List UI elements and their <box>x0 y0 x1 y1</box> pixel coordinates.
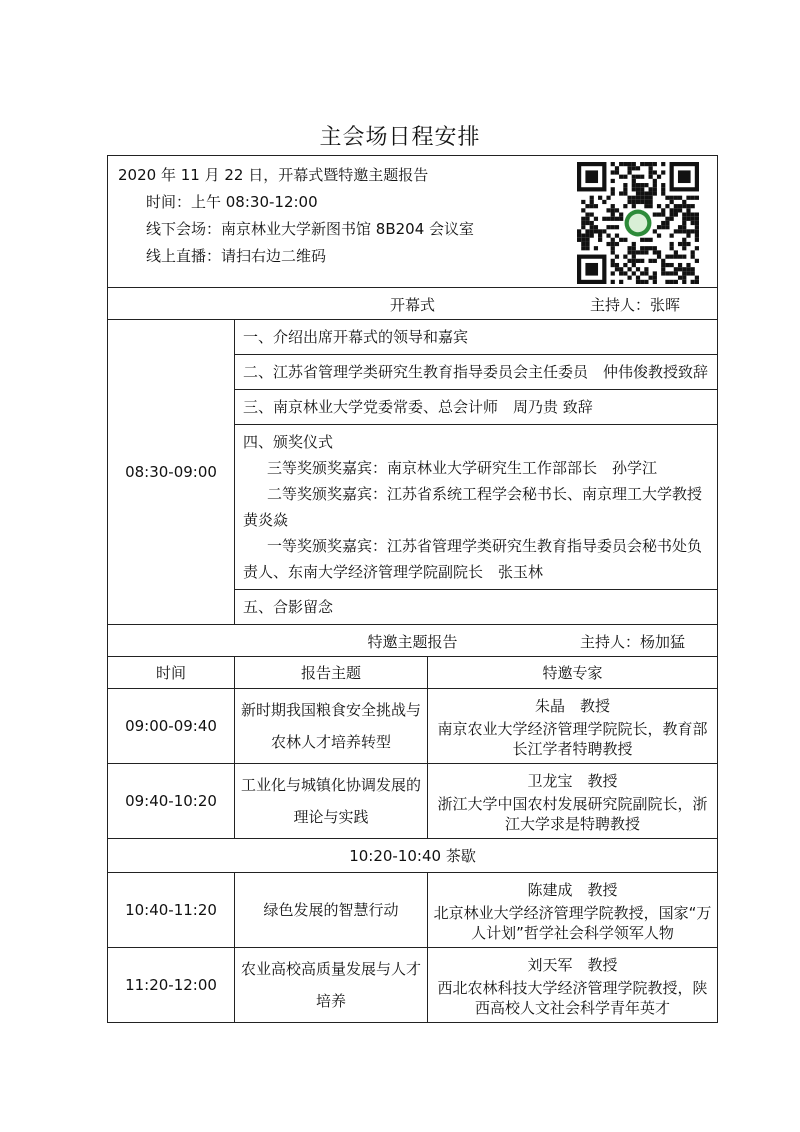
award-first-prize: 一等奖颁奖嘉宾：江苏省管理学类研究生教育指导委员会秘书处负责人、东南大学经济管理学院副院长 张玉林 <box>243 537 703 581</box>
event-venue-line: 线下会场：南京林业大学新图书馆 8B204 会议室 <box>146 220 475 238</box>
event-info-cell <box>108 156 718 288</box>
talk-topic: 工业化与城镇化协调发展的理论与实践 <box>235 764 428 839</box>
table-row <box>108 873 718 948</box>
talk-topic: 绿色发展的智慧行动 <box>235 873 428 948</box>
award-third-prize: 三等奖颁奖嘉宾：南京林业大学研究生工作部部长 孙学江 <box>267 459 658 477</box>
opening-header <box>108 288 718 320</box>
keynote-host: 主持人：杨加猛 <box>580 633 686 651</box>
tea-break: 10:20-10:40 茶歇 <box>108 839 718 873</box>
page-title: 主会场日程安排 <box>319 125 481 150</box>
table-row <box>108 689 718 764</box>
expert-desc: 南京农业大学经济管理学院院长，教育部长江学者特聘教授 <box>437 720 708 758</box>
schedule-table <box>107 155 718 1023</box>
opening-label: 开幕式 <box>390 296 436 314</box>
keynote-label: 特邀主题报告 <box>367 633 458 651</box>
expert-desc: 西北农林科技大学经济管理学院教授，陕西高校人文社会科学青年英才 <box>437 979 708 1017</box>
talk-topic: 新时期我国粮食安全挑战与农林人才培养转型 <box>235 689 428 764</box>
talk-expert <box>428 764 718 839</box>
opening-item-2: 二、江苏省管理学类研究生教育指导委员会主任委员 仲伟俊教授致辞 <box>235 355 718 390</box>
event-live-line: 线上直播：请扫右边二维码 <box>146 247 327 265</box>
talk-expert <box>428 873 718 948</box>
opening-item-1: 一、介绍出席开幕式的领导和嘉宾 <box>235 320 718 355</box>
opening-host: 主持人：张晖 <box>590 296 681 314</box>
expert-name: 陈建成 教授 <box>527 881 618 899</box>
talk-topic: 农业高校高质量发展与人才培养 <box>235 948 428 1023</box>
opening-item-4 <box>235 425 718 590</box>
talk-time: 09:40-10:20 <box>108 764 235 839</box>
column-header-expert: 特邀专家 <box>428 657 718 689</box>
table-row <box>108 948 718 1023</box>
talk-expert <box>428 689 718 764</box>
column-header-topic: 报告主题 <box>235 657 428 689</box>
talk-time: 11:20-12:00 <box>108 948 235 1023</box>
keynote-header <box>108 625 718 657</box>
event-time-line: 时间：上午 08:30-12:00 <box>146 193 318 211</box>
table-row <box>108 764 718 839</box>
opening-item-3: 三、南京林业大学党委常委、总会计师 周乃贵 致辞 <box>235 390 718 425</box>
column-header-time: 时间 <box>108 657 235 689</box>
opening-time: 08:30-09:00 <box>108 320 235 625</box>
opening-item-5: 五、合影留念 <box>235 590 718 625</box>
talk-time: 10:40-11:20 <box>108 873 235 948</box>
talk-expert <box>428 948 718 1023</box>
expert-name: 卫龙宝 教授 <box>527 772 618 790</box>
event-date-line: 2020 年 11 月 22 日，开幕式暨特邀主题报告 <box>118 166 429 184</box>
expert-name: 朱晶 教授 <box>535 697 611 715</box>
expert-desc: 北京林业大学经济管理学院教授，国家“万人计划”哲学社会科学领军人物 <box>433 904 712 942</box>
expert-desc: 浙江大学中国农村发展研究院副院长，浙江大学求是特聘教授 <box>437 795 708 833</box>
qr-code-icon[interactable] <box>577 162 699 284</box>
award-second-prize: 二等奖颁奖嘉宾：江苏省系统工程学会秘书长、南京理工大学教授 黄炎焱 <box>243 485 703 529</box>
talk-time: 09:00-09:40 <box>108 689 235 764</box>
expert-name: 刘天军 教授 <box>527 956 618 974</box>
award-ceremony-title: 四、颁奖仪式 <box>243 433 334 451</box>
